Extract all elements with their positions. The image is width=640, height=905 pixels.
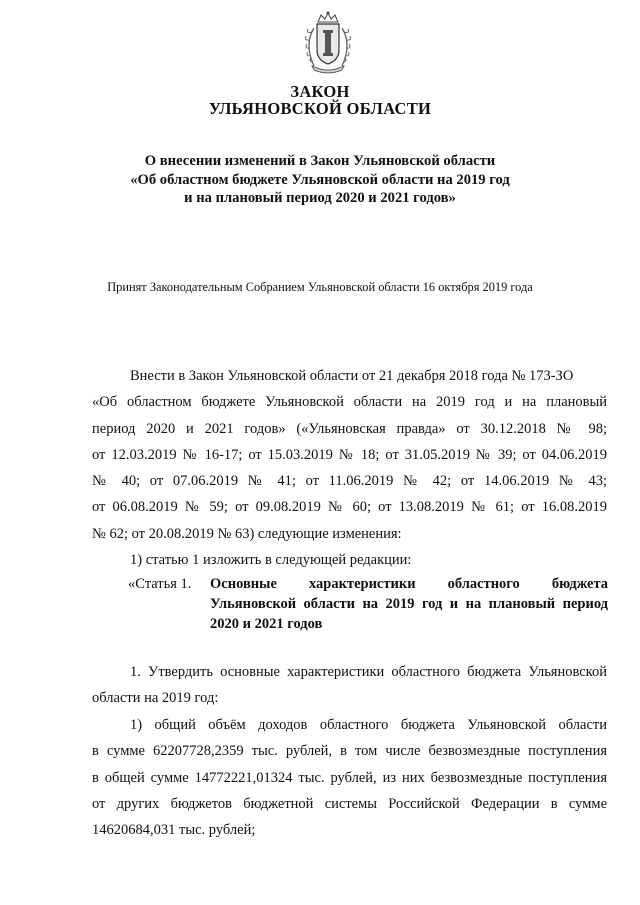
adoption-note: Принят Законодательным Собранием Ульяновской области 16 октября 2019 года [107,280,533,294]
subject-line-3: и на плановый период 2020 и 2021 годов» [184,190,456,206]
text-line: № 62; от 20.08.2019 № 63) следующие изменения: [92,525,402,542]
text-line: в сумме 62207728,2359 тыс. рублей, в том числе безвозмездные поступления [92,743,607,760]
subject-line-1: О внесении изменений в Закон Ульяновской области [144,153,496,169]
article-heading-line: Ульяновской области на 2019 год и на плановый период [210,596,608,612]
text-line: 14620684,031 тыс. рублей; [92,822,256,839]
paragraph-1 [92,659,607,712]
paragraph-2 [92,712,607,843]
text-line: от 12.03.2019 № 16-17; от 15.03.2019 № 18; от 31.05.2019 № 39; от 04.06.2019 [92,446,607,463]
law-region-title: УЛЬЯНОВСКОЙ ОБЛАСТИ [208,99,432,118]
text-line: 1. Утвердить основные характеристики областного бюджета Ульяновской [130,664,607,680]
article-heading-line: 2020 и 2021 годов [210,616,323,632]
article-heading [210,574,608,634]
law-subject [0,152,640,208]
text-line: период 2020 и 2021 годов» («Ульяновская правда» от 30.12.2018 № 98; [92,420,607,437]
text-line: от других бюджетов бюджетной системы Российской Федерации в сумме [92,795,607,812]
article-heading-line: Основные характеристики областного бюджета [210,576,608,592]
law-title: ЗАКОН [290,82,350,101]
coat-of-arms-emblem [300,10,356,76]
item-1: 1) статью 1 изложить в следующей редакции: [130,552,412,569]
text-line: «Об областном бюджете Ульяновской области на 2019 год и на плановый [92,394,607,411]
text-line: № 40; от 07.06.2019 № 41; от 11.06.2019 № 42; от 14.06.2019 № 43; [92,473,607,490]
article-label: «Статья 1. [128,576,192,592]
text-line: от 06.08.2019 № 59; от 09.08.2019 № 60; от 13.08.2019 № 61; от 16.08.2019 [92,499,607,516]
text-line: Внести в Закон Ульяновской области от 21 декабря 2018 года № 173-ЗО [130,368,574,384]
text-line: области на 2019 год: [92,690,219,707]
text-line: в общей сумме 14772221,01324 тыс. рублей, из них безвозмездные поступления [92,769,607,786]
text-line: 1) общий объём доходов областного бюджета Ульяновской области [130,717,607,733]
intro-paragraph [92,363,607,573]
subject-line-2: «Об областном бюджете Ульяновской области на 2019 год [130,171,510,188]
